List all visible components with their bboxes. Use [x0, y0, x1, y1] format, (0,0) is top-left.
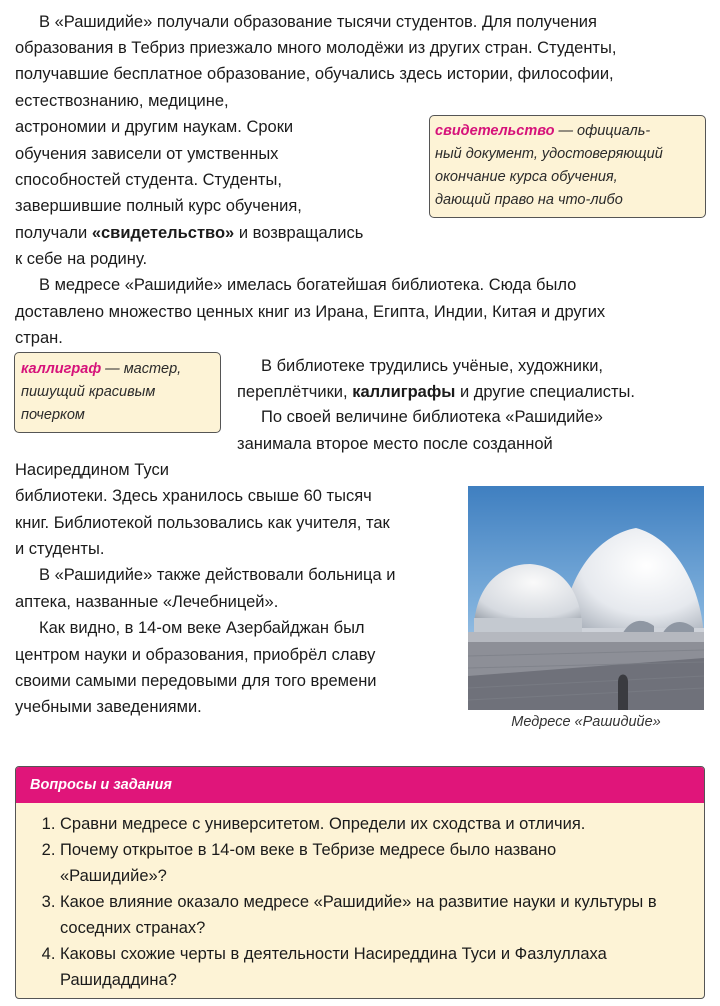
text-line: доставлено множество ценных книг из Ирана, Египта, Индии, Китая и других	[15, 303, 606, 321]
text-segment: получали	[15, 224, 92, 242]
text-line: аптека, названные «Лечебницей».	[15, 593, 279, 611]
question-item: 1. Сравни медресе с университетом. Определи их сходства и отличия.	[60, 811, 704, 837]
glossary-line: пишущий красивым	[21, 384, 156, 400]
glossary-box-calligrapher	[14, 352, 221, 433]
glossary-line: дающий право на что-либо	[435, 192, 623, 208]
question-item: 2. Почему открытое в 14-ом веке в Тебризе медресе было названо «Рашидийе»?	[60, 837, 704, 889]
key-term-certificate: «свидетельство»	[91, 224, 235, 242]
glossary-line	[21, 358, 220, 381]
questions-list	[16, 803, 704, 993]
text-line: книг. Библиотекой пользовались как учителя, так	[15, 514, 390, 532]
text-line: к себе на родину.	[15, 250, 148, 268]
questions-title: Вопросы и задания	[16, 767, 704, 803]
text-line: занимала второе место после созданной	[237, 435, 553, 453]
photo-caption: Медресе «Рашидийе»	[511, 714, 661, 730]
glossary-line: ный документ, удостоверяющий	[435, 146, 663, 162]
text-line: центром науки и образования, приобрёл славу	[15, 646, 376, 664]
glossary-term: свидетельство	[435, 123, 555, 139]
glossary-box-certificate	[429, 115, 706, 218]
text-line: В «Рашидийе» получали образование тысячи студентов. Для получения	[39, 13, 597, 31]
text-segment: и возвращались	[234, 224, 364, 242]
text-line: Насиреддином Туси	[15, 461, 169, 479]
text-line: способностей студента. Студенты,	[15, 171, 282, 189]
text-line: и студенты.	[15, 540, 105, 558]
text-line: завершившие полный курс обучения,	[15, 197, 302, 215]
text-line: образования в Тебриз приезжало много молодёжи из других стран. Студенты,	[15, 39, 617, 57]
glossary-line	[435, 120, 705, 143]
glossary-line: почерком	[21, 407, 85, 423]
text-line: В «Рашидийе» также действовали больница и	[39, 566, 396, 584]
glossary-definition: — мастер,	[101, 361, 182, 377]
text-line: своими самыми передовыми для того времени	[15, 672, 377, 690]
questions-box	[15, 766, 705, 999]
text-line: В медресе «Рашидийе» имелась богатейшая библиотека. Сюда было	[39, 276, 577, 294]
question-item: 3. Какое влияние оказало медресе «Рашидийе» на развитие науки и культуры в соседних странах?	[60, 889, 704, 941]
text-line: получавшие бесплатное образование, обучались здесь истории, философии,	[15, 65, 614, 83]
text-line: учебными заведениями.	[15, 698, 202, 716]
text-segment: и другие специалисты.	[455, 383, 635, 401]
text-segment: переплётчики,	[237, 383, 353, 401]
text-line: По своей величине библиотека «Рашидийе»	[261, 408, 603, 426]
key-term-calligraphers: каллиграфы	[352, 383, 456, 401]
text-line: библиотеки. Здесь хранилось свыше 60 тысяч	[15, 487, 372, 505]
text-line: стран.	[15, 329, 63, 347]
text-line	[237, 379, 635, 405]
glossary-definition: — официаль-	[554, 123, 651, 139]
text-line	[15, 220, 363, 246]
text-line: В библиотеке трудились учёные, художники,	[261, 357, 604, 375]
text-line: естествознанию, медицине,	[15, 92, 229, 110]
madrasa-photo	[468, 486, 704, 710]
glossary-term: каллиграф	[21, 361, 102, 377]
glossary-line: окончание курса обучения,	[435, 169, 618, 185]
text-line: обучения зависели от умственных	[15, 145, 279, 163]
question-item: 4. Каковы схожие черты в деятельности Насиреддина Туси и Фазлуллаха Рашидаддина?	[60, 941, 704, 993]
text-line: астрономии и другим наукам. Сроки	[15, 118, 294, 136]
text-line: Как видно, в 14-ом веке Азербайджан был	[39, 619, 365, 637]
